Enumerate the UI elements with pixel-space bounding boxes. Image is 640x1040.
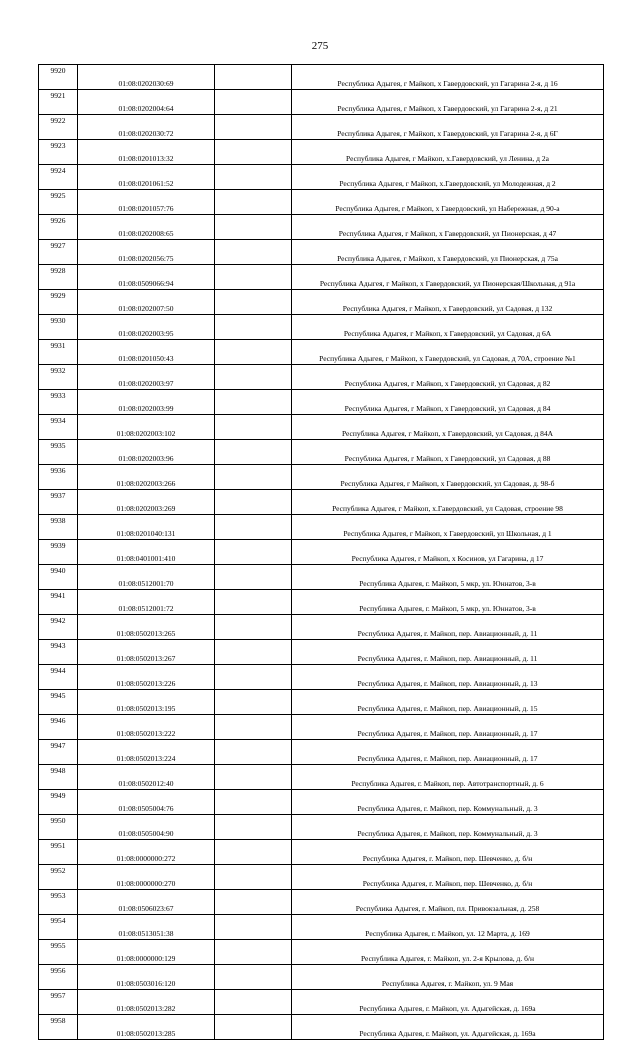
address-cell: Республика Адыгея, г Майкоп, х.Гавердовский, ул Молодежная, д 2 <box>292 165 604 190</box>
table-row <box>39 65 604 90</box>
table-row <box>39 365 604 390</box>
empty-cell <box>215 165 292 190</box>
table-row <box>39 1015 604 1040</box>
empty-cell <box>215 90 292 115</box>
address-cell: Республика Адыгея, г Майкоп, х Гавердовский, ул Школьная, д 1 <box>292 515 604 540</box>
table-row <box>39 215 604 240</box>
empty-cell <box>215 390 292 415</box>
cadastral-number-cell: 01:08:0509066:94 <box>78 265 215 290</box>
table-row <box>39 665 604 690</box>
address-cell: Республика Адыгея, г Майкоп, х Гавердовский, ул Садовая, д 82 <box>292 365 604 390</box>
empty-cell <box>215 590 292 615</box>
address-cell: Республика Адыгея, г Майкоп, х Гавердовский, ул Садовая, д. 98-б <box>292 465 604 490</box>
row-number-cell: 9932 <box>39 365 78 390</box>
empty-cell <box>215 540 292 565</box>
registry-table <box>38 64 604 1040</box>
empty-cell <box>215 915 292 940</box>
table-row <box>39 415 604 440</box>
address-cell: Республика Адыгея, г. Майкоп, пер. Коммунальный, д. 3 <box>292 790 604 815</box>
table-row <box>39 940 604 965</box>
empty-cell <box>215 615 292 640</box>
empty-cell <box>215 690 292 715</box>
address-cell: Республика Адыгея, г Майкоп, х Гавердовский, ул Садовая, д 84А <box>292 415 604 440</box>
empty-cell <box>215 265 292 290</box>
cadastral-number-cell: 01:08:0502012:40 <box>78 765 215 790</box>
empty-cell <box>215 65 292 90</box>
cadastral-number-cell: 01:08:0513051:38 <box>78 915 215 940</box>
address-cell: Республика Адыгея, г. Майкоп, ул. 12 Марта, д. 169 <box>292 915 604 940</box>
table-row <box>39 565 604 590</box>
table-row <box>39 540 604 565</box>
row-number-cell: 9958 <box>39 1015 78 1040</box>
table-row <box>39 340 604 365</box>
cadastral-number-cell: 01:08:0503016:120 <box>78 965 215 990</box>
empty-cell <box>215 440 292 465</box>
empty-cell <box>215 790 292 815</box>
address-cell: Республика Адыгея, г. Майкоп, пер. Автотранспортный, д. 6 <box>292 765 604 790</box>
table-row <box>39 965 604 990</box>
address-cell: Республика Адыгея, г Майкоп, х Гавердовский, ул Гагарина 2-я, д 16 <box>292 65 604 90</box>
address-cell: Республика Адыгея, г. Майкоп, пер. Авиационный, д. 13 <box>292 665 604 690</box>
empty-cell <box>215 465 292 490</box>
empty-cell <box>215 890 292 915</box>
cadastral-number-cell: 01:08:0502013:195 <box>78 690 215 715</box>
address-cell: Республика Адыгея, г Майкоп, х Гавердовский, ул Садовая, д 84 <box>292 390 604 415</box>
cadastral-number-cell: 01:08:0000000:270 <box>78 865 215 890</box>
row-number-cell: 9928 <box>39 265 78 290</box>
row-number-cell: 9925 <box>39 190 78 215</box>
address-cell: Республика Адыгея, г Майкоп, х.Гавердовский, ул Садовая, строение 98 <box>292 490 604 515</box>
row-number-cell: 9934 <box>39 415 78 440</box>
cadastral-number-cell: 01:08:0201040:131 <box>78 515 215 540</box>
address-cell: Республика Адыгея, г. Майкоп, ул. 2-я Крылова, д. б/н <box>292 940 604 965</box>
table-row <box>39 690 604 715</box>
table-row <box>39 490 604 515</box>
row-number-cell: 9951 <box>39 840 78 865</box>
table-row <box>39 240 604 265</box>
table-row <box>39 615 604 640</box>
address-cell: Республика Адыгея, г Майкоп, х Гавердовский, ул Садовая, д 132 <box>292 290 604 315</box>
address-cell: Республика Адыгея, г. Майкоп, пер. Шевченко, д. б/н <box>292 865 604 890</box>
row-number-cell: 9944 <box>39 665 78 690</box>
table-row <box>39 765 604 790</box>
cadastral-number-cell: 01:08:0201013:32 <box>78 140 215 165</box>
address-cell: Республика Адыгея, г. Майкоп, пер. Коммунальный, д. 3 <box>292 815 604 840</box>
row-number-cell: 9940 <box>39 565 78 590</box>
cadastral-number-cell: 01:08:0202003:266 <box>78 465 215 490</box>
cadastral-number-cell: 01:08:0512001:72 <box>78 590 215 615</box>
table-row <box>39 740 604 765</box>
row-number-cell: 9953 <box>39 890 78 915</box>
empty-cell <box>215 365 292 390</box>
address-cell: Республика Адыгея, г. Майкоп, пер. Авиационный, д. 11 <box>292 640 604 665</box>
empty-cell <box>215 565 292 590</box>
cadastral-number-cell: 01:08:0505004:90 <box>78 815 215 840</box>
cadastral-number-cell: 01:08:0506023:67 <box>78 890 215 915</box>
empty-cell <box>215 290 292 315</box>
row-number-cell: 9942 <box>39 615 78 640</box>
cadastral-number-cell: 01:08:0202004:64 <box>78 90 215 115</box>
empty-cell <box>215 515 292 540</box>
empty-cell <box>215 415 292 440</box>
row-number-cell: 9936 <box>39 465 78 490</box>
row-number-cell: 9952 <box>39 865 78 890</box>
address-cell: Республика Адыгея, г Майкоп, х Гавердовский, ул Садовая, д 88 <box>292 440 604 465</box>
row-number-cell: 9923 <box>39 140 78 165</box>
cadastral-number-cell: 01:08:0202007:50 <box>78 290 215 315</box>
table-row <box>39 290 604 315</box>
table-row <box>39 640 604 665</box>
empty-cell <box>215 240 292 265</box>
page-number: 275 <box>311 40 329 52</box>
table-row <box>39 915 604 940</box>
row-number-cell: 9937 <box>39 490 78 515</box>
cadastral-number-cell: 01:08:0202003:95 <box>78 315 215 340</box>
row-number-cell: 9939 <box>39 540 78 565</box>
table-row <box>39 715 604 740</box>
cadastral-number-cell: 01:08:0201057:76 <box>78 190 215 215</box>
cadastral-number-cell: 01:08:0202003:96 <box>78 440 215 465</box>
address-cell: Республика Адыгея, г Майкоп, х.Гавердовский, ул Ленина, д 2а <box>292 140 604 165</box>
empty-cell <box>215 115 292 140</box>
row-number-cell: 9931 <box>39 340 78 365</box>
empty-cell <box>215 940 292 965</box>
row-number-cell: 9943 <box>39 640 78 665</box>
table-row <box>39 265 604 290</box>
empty-cell <box>215 965 292 990</box>
empty-cell <box>215 140 292 165</box>
address-cell: Республика Адыгея, г. Майкоп, 5 мкр, ул. Юннатов, 3-в <box>292 565 604 590</box>
empty-cell <box>215 190 292 215</box>
row-number-cell: 9927 <box>39 240 78 265</box>
address-cell: Республика Адыгея, г Майкоп, х Гавердовский, ул Гагарина 2-я, д 6Г <box>292 115 604 140</box>
empty-cell <box>215 315 292 340</box>
address-cell: Республика Адыгея, г Майкоп, х Гавердовский, ул Садовая, д 6А <box>292 315 604 340</box>
table-row <box>39 165 604 190</box>
table-row <box>39 190 604 215</box>
address-cell: Республика Адыгея, г. Майкоп, ул. 9 Мая <box>292 965 604 990</box>
cadastral-number-cell: 01:08:0502013:224 <box>78 740 215 765</box>
row-number-cell: 9941 <box>39 590 78 615</box>
cadastral-number-cell: 01:08:0201061:52 <box>78 165 215 190</box>
cadastral-number-cell: 01:08:0502013:226 <box>78 665 215 690</box>
row-number-cell: 9922 <box>39 115 78 140</box>
registry-table-body <box>39 65 604 1040</box>
address-cell: Республика Адыгея, г. Майкоп, ул. Адыгейская, д. 169а <box>292 990 604 1015</box>
row-number-cell: 9930 <box>39 315 78 340</box>
row-number-cell: 9924 <box>39 165 78 190</box>
empty-cell <box>215 1015 292 1040</box>
address-cell: Республика Адыгея, г. Майкоп, пер. Авиационный, д. 17 <box>292 715 604 740</box>
table-row <box>39 865 604 890</box>
address-cell: Республика Адыгея, г Майкоп, х Косинов, ул Гагарина, д 17 <box>292 540 604 565</box>
row-number-cell: 9938 <box>39 515 78 540</box>
row-number-cell: 9929 <box>39 290 78 315</box>
table-row <box>39 440 604 465</box>
empty-cell <box>215 665 292 690</box>
row-number-cell: 9949 <box>39 790 78 815</box>
cadastral-number-cell: 01:08:0202003:99 <box>78 390 215 415</box>
cadastral-number-cell: 01:08:0502013:222 <box>78 715 215 740</box>
empty-cell <box>215 640 292 665</box>
cadastral-number-cell: 01:08:0502013:265 <box>78 615 215 640</box>
table-row <box>39 990 604 1015</box>
cadastral-number-cell: 01:08:0202030:72 <box>78 115 215 140</box>
table-row <box>39 140 604 165</box>
empty-cell <box>215 840 292 865</box>
cadastral-number-cell: 01:08:0201050:43 <box>78 340 215 365</box>
row-number-cell: 9945 <box>39 690 78 715</box>
row-number-cell: 9921 <box>39 90 78 115</box>
empty-cell <box>215 490 292 515</box>
empty-cell <box>215 990 292 1015</box>
table-row <box>39 790 604 815</box>
row-number-cell: 9946 <box>39 715 78 740</box>
table-row <box>39 815 604 840</box>
row-number-cell: 9954 <box>39 915 78 940</box>
address-cell: Республика Адыгея, г Майкоп, х Гавердовский, ул Гагарина 2-я, д 21 <box>292 90 604 115</box>
empty-cell <box>215 340 292 365</box>
row-number-cell: 9948 <box>39 765 78 790</box>
cadastral-number-cell: 01:08:0202003:102 <box>78 415 215 440</box>
cadastral-number-cell: 01:08:0202030:69 <box>78 65 215 90</box>
address-cell: Республика Адыгея, г. Майкоп, пер. Авиационный, д. 11 <box>292 615 604 640</box>
cadastral-number-cell: 01:08:0202056:75 <box>78 240 215 265</box>
address-cell: Республика Адыгея, г Майкоп, х Гавердовский, ул Пионерская, д 47 <box>292 215 604 240</box>
table-row <box>39 390 604 415</box>
address-cell: Республика Адыгея, г. Майкоп, пер. Шевченко, д. б/н <box>292 840 604 865</box>
empty-cell <box>215 765 292 790</box>
cadastral-number-cell: 01:08:0512001:70 <box>78 565 215 590</box>
address-cell: Республика Адыгея, г. Майкоп, 5 мкр, ул. Юннатов, 3-в <box>292 590 604 615</box>
cadastral-number-cell: 01:08:0000000:272 <box>78 840 215 865</box>
address-cell: Республика Адыгея, г. Майкоп, ул. Адыгейская, д. 169а <box>292 1015 604 1040</box>
empty-cell <box>215 215 292 240</box>
table-row <box>39 115 604 140</box>
cadastral-number-cell: 01:08:0502013:282 <box>78 990 215 1015</box>
row-number-cell: 9935 <box>39 440 78 465</box>
table-row <box>39 515 604 540</box>
address-cell: Республика Адыгея, г. Майкоп, пл. Привокзальная, д. 258 <box>292 890 604 915</box>
empty-cell <box>215 740 292 765</box>
row-number-cell: 9920 <box>39 65 78 90</box>
table-row <box>39 90 604 115</box>
row-number-cell: 9956 <box>39 965 78 990</box>
cadastral-number-cell: 01:08:0502013:267 <box>78 640 215 665</box>
cadastral-number-cell: 01:08:0000000:129 <box>78 940 215 965</box>
table-row <box>39 465 604 490</box>
address-cell: Республика Адыгея, г. Майкоп, пер. Авиационный, д. 15 <box>292 690 604 715</box>
table-row <box>39 315 604 340</box>
cadastral-number-cell: 01:08:0401001:410 <box>78 540 215 565</box>
table-row <box>39 890 604 915</box>
address-cell: Республика Адыгея, г Майкоп, х Гавердовский, ул Набережная, д 90-а <box>292 190 604 215</box>
cadastral-number-cell: 01:08:0202008:65 <box>78 215 215 240</box>
address-cell: Республика Адыгея, г Майкоп, х Гавердовский, ул Садовая, д 70А, строение №1 <box>292 340 604 365</box>
empty-cell <box>215 815 292 840</box>
cadastral-number-cell: 01:08:0505004:76 <box>78 790 215 815</box>
row-number-cell: 9955 <box>39 940 78 965</box>
cadastral-number-cell: 01:08:0202003:269 <box>78 490 215 515</box>
table-row <box>39 840 604 865</box>
address-cell: Республика Адыгея, г Майкоп, х Гавердовский, ул Пионерская, д 75а <box>292 240 604 265</box>
empty-cell <box>215 865 292 890</box>
table-row <box>39 590 604 615</box>
cadastral-number-cell: 01:08:0502013:285 <box>78 1015 215 1040</box>
address-cell: Республика Адыгея, г. Майкоп, пер. Авиационный, д. 17 <box>292 740 604 765</box>
row-number-cell: 9947 <box>39 740 78 765</box>
row-number-cell: 9957 <box>39 990 78 1015</box>
cadastral-number-cell: 01:08:0202003:97 <box>78 365 215 390</box>
row-number-cell: 9926 <box>39 215 78 240</box>
empty-cell <box>215 715 292 740</box>
address-cell: Республика Адыгея, г Майкоп, х Гавердовский, ул Пионерская/Школьная, д 91а <box>292 265 604 290</box>
row-number-cell: 9950 <box>39 815 78 840</box>
row-number-cell: 9933 <box>39 390 78 415</box>
